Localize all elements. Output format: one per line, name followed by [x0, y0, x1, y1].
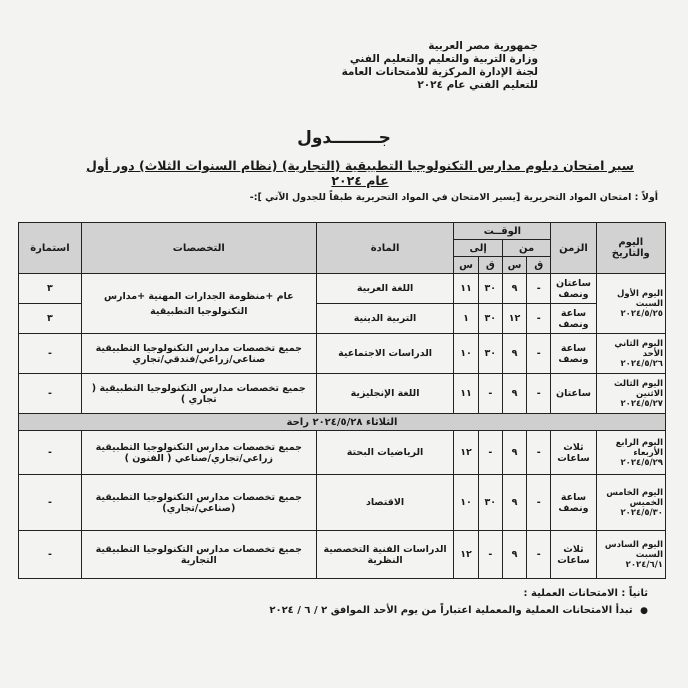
day-cell: اليوم الأول السبت ٢٠٢٤/٥/٢٥ [596, 274, 665, 334]
header-line-3: لجنة الإدارة المركزية للامتحانات العامة [341, 66, 538, 78]
document-title: جــــــــدول [297, 128, 391, 148]
form-cell: - [19, 334, 82, 374]
specializations-cell: جميع تخصصات مدارس التكنولوجيا التطبيقية (صناعي/تجاري) [81, 475, 316, 531]
practical-exams-note [269, 588, 648, 616]
exam-schedule-table [18, 222, 666, 579]
day-cell: اليوم الثاني الأحد ٢٠٢٤/٥/٢٦ [596, 334, 665, 374]
from-s-cell: ١٢ [502, 304, 526, 334]
to-s-cell: ١١ [454, 274, 478, 304]
to-q-cell: ٣٠ [478, 274, 502, 304]
duration-cell: ساعتان ونصف [551, 274, 596, 304]
subject-cell: الرياضيات البحتة [316, 431, 454, 475]
day-cell: اليوم السادس السبت ٢٠٢٤/٦/١ [596, 531, 665, 579]
to-q-cell: ٣٠ [478, 334, 502, 374]
header-duration: الزمن [551, 223, 596, 274]
from-q-cell: - [527, 374, 551, 414]
duration-cell: ساعة ونصف [551, 304, 596, 334]
specializations-cell: جميع تخصصات مدارس التكنولوجيا التطبيقية زراعي/تجاري/صناعي ( الفنون ) [81, 431, 316, 475]
form-cell: - [19, 531, 82, 579]
from-s-cell: ٩ [502, 431, 526, 475]
day-cell: اليوم الخامس الخميس ٢٠٢٤/٥/٣٠ [596, 475, 665, 531]
subject-cell: التربية الدينية [316, 304, 454, 334]
specializations-cell: جميع تخصصات مدارس التكنولوجيا التطبيقية ( تجاري ) [81, 374, 316, 414]
duration-cell: ثلاث ساعات [551, 431, 596, 475]
header-line-1: جمهورية مصر العربية [428, 40, 538, 52]
bullet-icon: ● [640, 606, 648, 616]
table-row [19, 431, 666, 475]
ministry-header [342, 40, 538, 92]
day-cell: اليوم الرابع الأربعاء ٢٠٢٤/٥/٢٩ [596, 431, 665, 475]
from-s-cell: ٩ [502, 475, 526, 531]
table-row [19, 531, 666, 579]
subject-cell: الاقتصاد [316, 475, 454, 531]
to-q-cell: ٣٠ [478, 475, 502, 531]
header-to-q: ق [478, 257, 502, 274]
to-s-cell: ١٠ [454, 334, 478, 374]
header-from-q: ق [527, 257, 551, 274]
form-cell: ٣ [19, 304, 82, 334]
duration-cell: ساعة ونصف [551, 334, 596, 374]
subject-cell: الدراسات الاجتماعية [316, 334, 454, 374]
subject-cell: اللغة العربية [316, 274, 454, 304]
practical-exams-line: تبدأ الامتحانات العملية والمعملية اعتباراً من يوم الأحد الموافق ٢ / ٦ / ٢٠٢٤ [269, 605, 633, 616]
from-s-cell: ٩ [502, 531, 526, 579]
to-s-cell: ١٠ [454, 475, 478, 531]
specializations-cell: جميع تخصصات مدارس التكنولوجيا التطبيقية صناعي/زراعي/فندقي/تجاري [81, 334, 316, 374]
form-cell: - [19, 374, 82, 414]
header-line-2: وزارة التربية والتعليم والتعليم الفني [349, 53, 538, 65]
table-row [19, 475, 666, 531]
header-from-s: س [502, 257, 526, 274]
specializations-cell: عام +منظومة الجدارات المهنية +مدارس التكنولوجيا التطبيقية [81, 274, 316, 334]
header-from: من [502, 240, 550, 257]
form-cell: - [19, 475, 82, 531]
to-q-cell: ٣٠ [478, 304, 502, 334]
header-time: الوقــت [454, 223, 551, 240]
duration-cell: ثلاث ساعات [551, 531, 596, 579]
intro-text: أولاً : امتحان المواد التحريرية [يسير الامتحان في المواد التحريرية طبقاً للجدول الآتي ]:- [249, 192, 658, 203]
practical-exams-heading: ثانياً : الامتحانات العملية : [523, 588, 648, 599]
from-s-cell: ٩ [502, 274, 526, 304]
rest-day-label: الثلاثاء ٢٠٢٤/٥/٢٨ راحة [19, 414, 666, 431]
form-cell: - [19, 431, 82, 475]
header-form: استمارة [19, 223, 82, 274]
to-s-cell: ١١ [454, 374, 478, 414]
from-q-cell: - [527, 531, 551, 579]
header-subject: المادة [316, 223, 454, 274]
to-q-cell: - [478, 374, 502, 414]
header-line-4: للتعليم الفني عام ٢٠٢٤ [417, 79, 538, 91]
subject-cell: الدراسات الفنية التخصصية النظرية [316, 531, 454, 579]
from-q-cell: - [527, 431, 551, 475]
document-subtitle: سير امتحان دبلوم مدارس التكنولوجيا التطبيقية (التجارية) (نظام السنوات الثلاث) دور أول عام ٢٠٢٤ [86, 158, 634, 188]
from-q-cell: - [527, 334, 551, 374]
table-row [19, 374, 666, 414]
duration-cell: ساعتان [551, 374, 596, 414]
header-day: اليوم والتاريخ [596, 223, 665, 274]
to-s-cell: ١٢ [454, 431, 478, 475]
from-s-cell: ٩ [502, 374, 526, 414]
form-cell: ٣ [19, 274, 82, 304]
header-to-s: س [454, 257, 478, 274]
from-s-cell: ٩ [502, 334, 526, 374]
duration-cell: ساعة ونصف [551, 475, 596, 531]
header-specializations: التخصصات [81, 223, 316, 274]
table-row [19, 274, 666, 304]
header-to: إلى [454, 240, 502, 257]
from-q-cell: - [527, 304, 551, 334]
subject-cell: اللغة الإنجليزية [316, 374, 454, 414]
table-row [19, 334, 666, 374]
to-s-cell: ١ [454, 304, 478, 334]
from-q-cell: - [527, 475, 551, 531]
to-q-cell: - [478, 431, 502, 475]
from-q-cell: - [527, 274, 551, 304]
to-s-cell: ١٢ [454, 531, 478, 579]
to-q-cell: - [478, 531, 502, 579]
rest-day-row [19, 414, 666, 431]
day-cell: اليوم الثالث الاثنين ٢٠٢٤/٥/٢٧ [596, 374, 665, 414]
specializations-cell: جميع تخصصات مدارس التكنولوجيا التطبيقية التجارية [81, 531, 316, 579]
